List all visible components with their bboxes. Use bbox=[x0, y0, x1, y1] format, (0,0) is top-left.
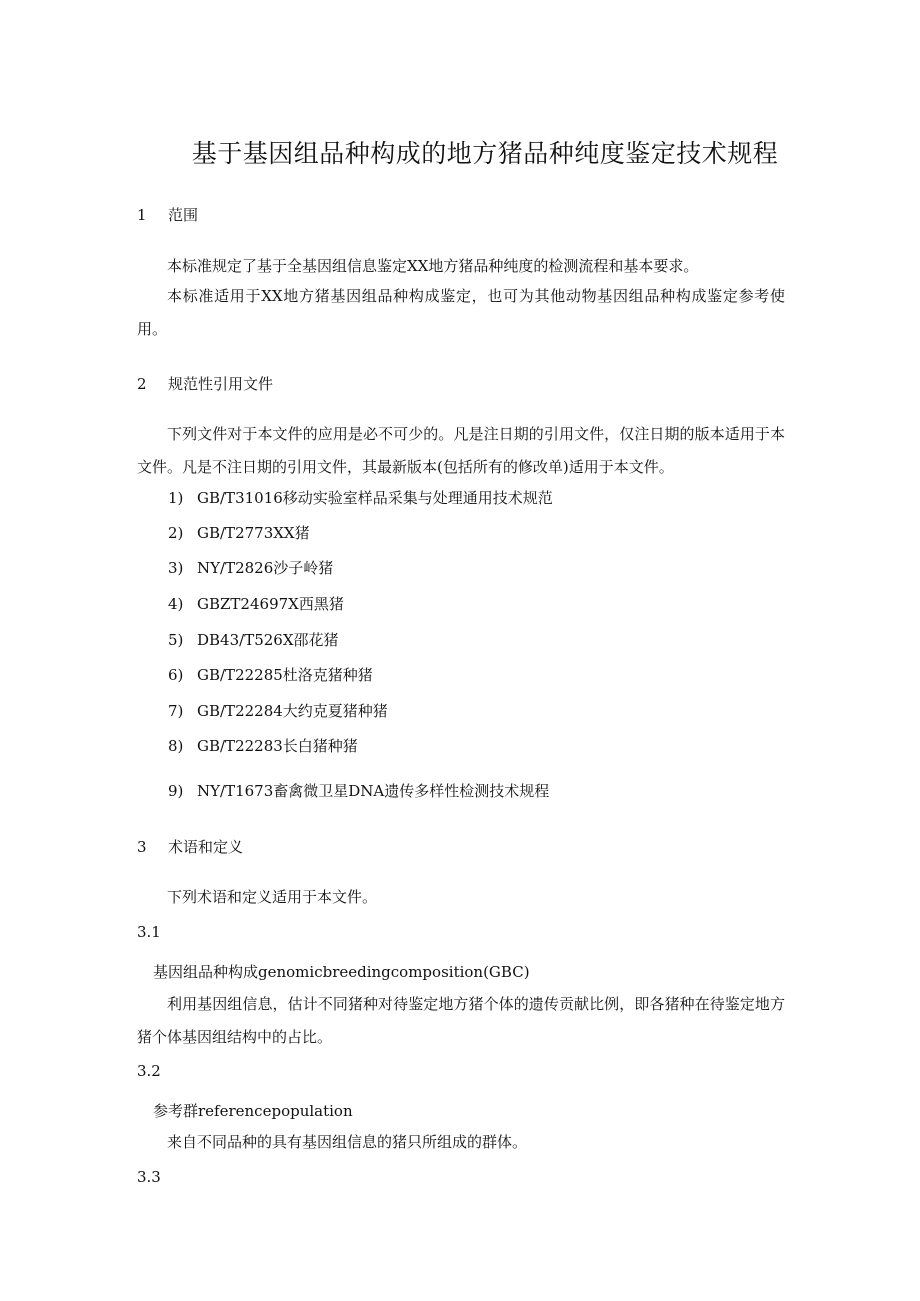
section-1-number: 1 bbox=[137, 206, 147, 224]
reference-text: GBZT24697X西黑猪 bbox=[197, 595, 344, 613]
section-2-paragraph-1: 下列文件对于本文件的应用是必不可少的。凡是注日期的引用文件，仅注日期的版本适用于本文件。凡是不注日期的引用文件，其最新版本(包括所有的修改单)适用于本文件。 bbox=[137, 425, 785, 476]
reference-text: GB/T2773XX猪 bbox=[197, 524, 310, 542]
term-name: 基因组品种构成genomicbreedingcomposition(GBC) bbox=[153, 963, 530, 981]
section-1-heading: 范围 bbox=[168, 206, 199, 224]
reference-text: GB/T22283长白猪种猪 bbox=[197, 737, 358, 755]
reference-number: 2) bbox=[168, 524, 184, 542]
term-number: 3.2 bbox=[137, 1062, 161, 1080]
reference-text: GB/T22284大约克夏猪种猪 bbox=[197, 702, 388, 720]
reference-text: GB/T31016移动实验室样品采集与处理通用技术规范 bbox=[197, 489, 553, 507]
reference-number: 7) bbox=[168, 702, 184, 720]
term-number: 3.1 bbox=[137, 923, 161, 941]
reference-number: 8) bbox=[168, 737, 184, 755]
reference-text: NY/T2826沙子岭猪 bbox=[197, 559, 334, 577]
term-name: 参考群referencepopulation bbox=[153, 1102, 353, 1120]
reference-text: DB43/T526X邵花猪 bbox=[197, 631, 339, 649]
reference-text: GB/T22285杜洛克猪种猪 bbox=[197, 666, 373, 684]
section-2-heading: 规范性引用文件 bbox=[168, 375, 274, 393]
section-2-number: 2 bbox=[137, 375, 147, 393]
term-number: 3.3 bbox=[137, 1168, 161, 1186]
reference-text: NY/T1673畜禽微卫星DNA遗传多样性检测技术规程 bbox=[197, 782, 550, 800]
section-3-intro: 下列术语和定义适用于本文件。 bbox=[167, 888, 378, 906]
reference-number: 5) bbox=[168, 631, 184, 649]
term-definition: 来自不同品种的具有基因组信息的猪只所组成的群体。 bbox=[167, 1133, 528, 1151]
section-3-heading: 术语和定义 bbox=[168, 838, 244, 856]
reference-number: 9) bbox=[168, 782, 184, 800]
reference-number: 1) bbox=[168, 489, 184, 507]
section-1-paragraph-2: 本标准适用于XX地方猪基因组品种构成鉴定，也可为其他动物基因组品种构成鉴定参考使用。 bbox=[137, 287, 785, 338]
document-title: 基于基因组品种构成的地方猪品种纯度鉴定技术规程 bbox=[191, 139, 779, 168]
section-1-paragraph-1: 本标准规定了基于全基因组信息鉴定XX地方猪品种纯度的检测流程和基本要求。 bbox=[167, 257, 699, 275]
section-3-number: 3 bbox=[137, 838, 147, 856]
term-definition: 利用基因组信息，估计不同猪种对待鉴定地方猪个体的遗传贡献比例，即各猪种在待鉴定地方猪个体基因组结构中的占比。 bbox=[137, 995, 785, 1046]
reference-number: 4) bbox=[168, 595, 184, 613]
reference-number: 6) bbox=[168, 666, 184, 684]
reference-number: 3) bbox=[168, 559, 184, 577]
